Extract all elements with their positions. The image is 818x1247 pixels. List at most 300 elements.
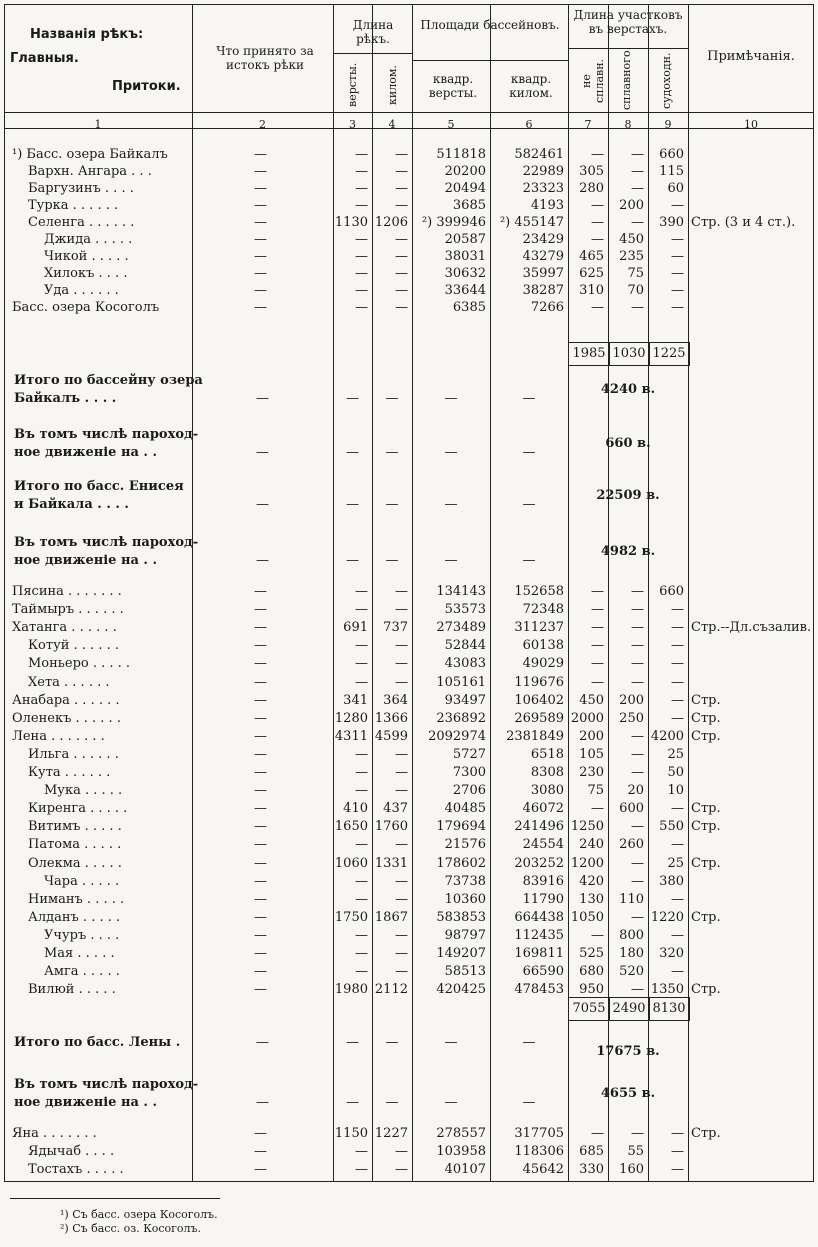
subtotal-c8: 2490 (608, 997, 650, 1021)
cell-a2: 35997 (522, 266, 564, 281)
cell-v: 341 (343, 692, 368, 708)
cell-a1: 273489 (436, 620, 486, 636)
cell-k: — (395, 584, 408, 599)
cell-c9: 25 (667, 855, 684, 871)
notes-label: Примѣчанія. (707, 49, 795, 64)
summary-dash: — (444, 445, 458, 460)
cell-c9: — (671, 801, 684, 817)
cell-c7: — (591, 620, 604, 636)
cell-c7: 680 (579, 964, 604, 980)
cell-v: — (355, 300, 368, 315)
river-name: Хета . . . . . . (28, 674, 110, 690)
cell-k: — (395, 746, 408, 762)
river-name: Хилокъ . . . . (44, 266, 128, 281)
cell-a2: 24554 (522, 837, 564, 853)
summary-dash: — (385, 445, 399, 460)
cell-k: 1227 (374, 1126, 408, 1141)
cell-c9: 1350 (650, 982, 684, 998)
cell-c7: — (591, 232, 604, 247)
river-name: Мука . . . . . (44, 783, 123, 799)
cell-c8: — (631, 602, 644, 618)
cell-c8: — (631, 147, 644, 162)
cell-a2: 119676 (514, 674, 564, 690)
subtotal-c7: 7055 (568, 997, 610, 1021)
cell-a2: 112435 (514, 927, 564, 943)
cell-k: — (395, 765, 408, 780)
cell-a2: 72348 (522, 602, 564, 618)
cell-v: — (355, 964, 368, 980)
river-name: Яна . . . . . . . (12, 1126, 97, 1141)
cell-note: Стр. (691, 710, 721, 726)
cell-k: — (395, 873, 408, 889)
cell-c9: 25 (667, 746, 684, 762)
cell-src: — (254, 249, 267, 264)
cell-src: — (254, 728, 267, 744)
cell-v: — (355, 674, 368, 690)
cell-a2: 49029 (522, 656, 564, 672)
cell-a2: 152658 (514, 584, 564, 599)
cell-c9: 1220 (650, 909, 684, 925)
summary-dash: — (444, 553, 458, 568)
footnote-2: ²) Съ басс. оз. Косоголъ. (60, 1222, 202, 1235)
cell-c9: — (671, 891, 684, 907)
cell-a1: 420425 (436, 982, 486, 998)
summary-label: Итого по бассейну озера (14, 373, 203, 388)
cell-c8: — (631, 909, 644, 925)
river-name: Селенга . . . . . . (28, 215, 135, 230)
table-row (0, 855, 818, 873)
versty-label: версты. (346, 62, 359, 108)
cell-c8: 600 (619, 801, 644, 817)
cell-c8: 250 (619, 710, 644, 726)
summary-dash: — (444, 497, 458, 512)
column-number: 1 (94, 118, 102, 131)
cell-c7: — (591, 198, 604, 213)
cell-v: 1750 (334, 909, 368, 925)
cell-a2: 8308 (530, 765, 564, 780)
cell-c7: — (591, 215, 604, 230)
cell-a1: 134143 (436, 584, 486, 599)
summary-dash: — (522, 445, 536, 460)
table-row (0, 163, 818, 181)
summary-dash: — (256, 1035, 269, 1050)
cell-c7: 625 (579, 266, 604, 281)
cell-c7: — (591, 584, 604, 599)
cell-src: — (254, 783, 267, 799)
summary-dash: — (385, 497, 399, 512)
cell-k: — (395, 1162, 408, 1177)
cell-c7: — (591, 602, 604, 618)
cell-k: — (395, 147, 408, 162)
column-number: 3 (349, 118, 356, 131)
summary-label: Въ томъ числѣ пароход- (14, 427, 199, 442)
cell-c9: — (671, 620, 684, 636)
cell-k: — (395, 249, 408, 264)
cell-note: Стр. (691, 1126, 721, 1141)
river-name: Чикой . . . . . (44, 249, 129, 264)
cell-k: — (395, 946, 408, 961)
footnotes (60, 1208, 218, 1236)
table-row (0, 214, 818, 232)
table-row (0, 782, 818, 800)
river-name: Чара . . . . . (44, 873, 120, 889)
cell-a1: 236892 (436, 710, 486, 726)
cell-c8: 70 (627, 283, 644, 298)
table-row (0, 746, 818, 764)
cell-v: — (355, 181, 368, 196)
cell-c9: 320 (659, 946, 684, 961)
summary-dash: — (385, 1035, 399, 1050)
cell-v: — (355, 1162, 368, 1177)
cell-a1: 93497 (444, 692, 486, 708)
summary-value: 660 в. (605, 436, 651, 451)
cell-a1: 98797 (444, 927, 486, 943)
table-row (0, 891, 818, 909)
cell-c8: 160 (619, 1162, 644, 1177)
cell-a1: 178602 (436, 855, 486, 871)
cell-c7: 240 (579, 837, 604, 853)
river-name: Кута . . . . . . (28, 765, 111, 780)
cell-k: — (395, 638, 408, 654)
cell-c8: 450 (619, 232, 644, 247)
cell-c8: — (631, 164, 644, 179)
cell-k: — (395, 266, 408, 281)
river-name: Баргузинъ . . . . (28, 181, 134, 196)
subtotal-c8: 1030 (608, 342, 650, 366)
table-row (0, 1125, 818, 1143)
river-name: Уда . . . . . . (44, 283, 119, 298)
table-row (0, 710, 818, 728)
cell-note: Стр. (691, 692, 721, 708)
cell-k: 2112 (374, 982, 408, 998)
cell-c8: — (631, 1126, 644, 1141)
cell-a1: 179694 (436, 819, 486, 835)
summary-label: Итого по басс. Лены . (14, 1035, 181, 1050)
cell-c8: — (631, 674, 644, 690)
cell-c7: — (591, 656, 604, 672)
cell-a1: 20587 (444, 232, 486, 247)
cell-a2: 582461 (514, 147, 564, 162)
cell-a2: 7266 (530, 300, 564, 315)
river-name: Таймыръ . . . . . . (12, 602, 124, 618)
summary-value: 4982 в. (600, 544, 656, 559)
cell-a2: 38287 (522, 283, 564, 298)
cell-src: — (254, 266, 267, 281)
cell-c9: — (671, 638, 684, 654)
cell-a1: 20200 (444, 164, 486, 179)
cell-c7: 230 (579, 765, 604, 780)
table-row (0, 619, 818, 637)
table-row (0, 945, 818, 963)
cell-v: 1060 (334, 855, 368, 871)
cell-c7: 330 (579, 1162, 604, 1177)
cell-k: 4599 (374, 728, 408, 744)
cell-a1: 5727 (452, 746, 486, 762)
cell-src: — (254, 746, 267, 762)
river-name: Анабара . . . . . . (12, 692, 120, 708)
cell-c7: 950 (579, 982, 604, 998)
table-row (0, 836, 818, 854)
cell-src: — (254, 837, 267, 853)
cell-src: — (254, 1126, 267, 1141)
area-kv-versty: квадр. версты. (428, 72, 478, 100)
cell-src: — (254, 855, 267, 871)
cell-a2: 317705 (514, 1126, 564, 1141)
cell-a1: 43083 (444, 656, 486, 672)
cell-v: — (355, 147, 368, 162)
river-name: Ядычаб . . . . (28, 1144, 115, 1159)
summary-dash: — (522, 391, 536, 406)
cell-v: — (355, 837, 368, 853)
cell-src: — (254, 602, 267, 618)
cell-v: — (355, 283, 368, 298)
cell-c8: — (631, 819, 644, 835)
cell-src: — (254, 181, 267, 196)
footnote-rule (10, 1198, 220, 1199)
cell-c7: 465 (579, 249, 604, 264)
cell-a2: 311237 (514, 620, 564, 636)
river-name: Мая . . . . . (44, 946, 115, 961)
cell-v: — (355, 602, 368, 618)
cell-v: 1280 (334, 710, 368, 726)
length-label: Длина рѣкъ. (352, 18, 394, 46)
kilom-label: килом. (386, 65, 399, 105)
cell-c9: — (671, 1126, 684, 1141)
river-name: Оленекъ . . . . . . (12, 710, 121, 726)
cell-a2: 22989 (522, 164, 564, 179)
section-label: Длина участковъ въ верстахъ. (573, 8, 683, 36)
cell-c9: 660 (659, 584, 684, 599)
cell-src: — (254, 946, 267, 961)
summary-dash: — (346, 391, 359, 406)
cell-c9: — (671, 710, 684, 726)
cell-k: — (395, 283, 408, 298)
table-row (0, 764, 818, 782)
sudokhod-label: судоходн. (660, 52, 673, 110)
cell-c9: — (671, 674, 684, 690)
cell-k: — (395, 674, 408, 690)
cell-c7: 105 (579, 746, 604, 762)
river-name: ¹) Басс. озера Байкалъ (12, 147, 168, 162)
cell-c7: 75 (587, 783, 604, 799)
cell-a2: 11790 (522, 891, 564, 907)
river-name: Басс. озера Косоголъ (12, 300, 160, 315)
source-label: Что принято за истокъ рѣки (216, 44, 314, 72)
cell-c8: 180 (619, 946, 644, 961)
cell-v: 1150 (334, 1126, 368, 1141)
table-row (0, 981, 818, 999)
table-row (0, 299, 818, 317)
cell-src: — (254, 909, 267, 925)
river-name: Моньеро . . . . . (28, 656, 131, 672)
cell-c8: 110 (619, 891, 644, 907)
cell-a2: 2381849 (506, 728, 564, 744)
table-row (0, 282, 818, 300)
cell-v: — (355, 266, 368, 281)
cell-src: — (254, 692, 267, 708)
cell-v: — (355, 198, 368, 213)
cell-a1: 58513 (444, 964, 486, 980)
cell-c7: — (591, 927, 604, 943)
cell-c9: — (671, 198, 684, 213)
cell-c7: — (591, 1126, 604, 1141)
table-row (0, 818, 818, 836)
cell-a1: 33644 (444, 283, 486, 298)
cell-c7: — (591, 674, 604, 690)
cell-v: — (355, 783, 368, 799)
cell-a2: 118306 (514, 1144, 564, 1159)
river-name: Пясина . . . . . . . (12, 584, 122, 599)
cell-c8: — (631, 656, 644, 672)
river-name: Лена . . . . . . . (12, 728, 105, 744)
summary-dash: — (385, 553, 399, 568)
cell-a2: 66590 (522, 964, 564, 980)
summary-dash: — (256, 391, 269, 406)
cell-c9: 380 (659, 873, 684, 889)
cell-src: — (254, 300, 267, 315)
cell-src: — (254, 164, 267, 179)
cell-src: — (254, 198, 267, 213)
cell-c9: — (671, 602, 684, 618)
river-name: Джида . . . . . (44, 232, 133, 247)
cell-a2: 23323 (522, 181, 564, 196)
subtotal-c9: 1225 (648, 342, 690, 366)
cell-a1: 73738 (444, 873, 486, 889)
cell-v: — (355, 891, 368, 907)
summary-label: Въ томъ числѣ пароход- (14, 535, 199, 550)
cell-a1: 2092974 (428, 728, 486, 744)
cell-src: — (254, 801, 267, 817)
table-row (0, 248, 818, 266)
cell-c9: — (671, 656, 684, 672)
cell-src: — (254, 1162, 267, 1177)
cell-c7: 310 (579, 283, 604, 298)
cell-a1: 2706 (452, 783, 486, 799)
cell-k: 364 (383, 692, 408, 708)
cell-k: — (395, 164, 408, 179)
cell-c7: 130 (579, 891, 604, 907)
summary-value: 17675 в. (596, 1044, 660, 1059)
cell-v: — (355, 765, 368, 780)
cell-c8: — (631, 620, 644, 636)
summary-dash: — (385, 391, 399, 406)
cell-a1: 38031 (444, 249, 486, 264)
column-number: 6 (525, 118, 533, 131)
cell-c7: 1050 (570, 909, 604, 925)
cell-a1: 40485 (444, 801, 486, 817)
cell-note: Стр. (691, 855, 721, 871)
cell-src: — (254, 964, 267, 980)
cell-a1: 105161 (436, 674, 486, 690)
cell-c9: 10 (667, 783, 684, 799)
cell-k: — (395, 300, 408, 315)
table-row (0, 146, 818, 164)
cell-k: — (395, 964, 408, 980)
table-row (0, 265, 818, 283)
cell-src: — (254, 656, 267, 672)
cell-c9: 115 (659, 164, 684, 179)
cell-c8: 260 (619, 837, 644, 853)
cell-c8: 20 (627, 783, 644, 799)
cell-a2: 664438 (514, 909, 564, 925)
main-label: Главныя. (10, 51, 79, 66)
cell-k: 1331 (374, 855, 408, 871)
cell-k: — (395, 232, 408, 247)
cell-v: — (355, 164, 368, 179)
river-name: Котуй . . . . . . (28, 638, 119, 654)
cell-a1: 10360 (444, 891, 486, 907)
cell-src: — (254, 982, 267, 998)
summary-dash: — (346, 497, 359, 512)
column-number: 2 (259, 118, 266, 131)
column-number: 7 (584, 118, 592, 131)
summary-dash: — (444, 1095, 458, 1110)
cell-c7: 450 (579, 692, 604, 708)
summary-dash: — (346, 445, 359, 460)
cell-c7: 305 (579, 164, 604, 179)
cell-k: — (395, 891, 408, 907)
cell-a2: 46072 (522, 801, 564, 817)
cell-c8: 520 (619, 964, 644, 980)
table-row (0, 655, 818, 673)
cell-a1: 3685 (452, 198, 486, 213)
river-name: Ниманъ . . . . . (28, 891, 125, 907)
summary-dash: — (256, 497, 269, 512)
cell-k: — (395, 198, 408, 213)
cell-v: — (355, 927, 368, 943)
cell-c8: — (631, 215, 644, 230)
ne-splavn-label: не сплавн. (580, 58, 606, 104)
river-name: Витимъ . . . . . (28, 819, 122, 835)
cell-c8: 200 (619, 692, 644, 708)
table-row (0, 963, 818, 981)
cell-a2: 4193 (530, 198, 564, 213)
cell-v: — (355, 1144, 368, 1159)
cell-a2: 106402 (514, 692, 564, 708)
cell-k: — (395, 1144, 408, 1159)
cell-c8: — (631, 982, 644, 998)
summary-dash: — (256, 445, 269, 460)
cell-c7: 200 (579, 728, 604, 744)
cell-src: — (254, 891, 267, 907)
table-row (0, 197, 818, 215)
river-name: Учуръ . . . . (44, 927, 120, 943)
table-row (0, 692, 818, 710)
summary-value: 4655 в. (600, 1086, 656, 1101)
summary-label: и Байкала . . . . (14, 497, 129, 512)
cell-a1: 583853 (436, 909, 486, 925)
river-name: Тостахъ . . . . . (28, 1162, 124, 1177)
subtotal-c9: 8130 (648, 997, 690, 1021)
cell-k: — (395, 181, 408, 196)
summary-label: Итого по басс. Енисея (14, 479, 184, 494)
cell-src: — (254, 873, 267, 889)
cell-v: — (355, 249, 368, 264)
cell-a2: 6518 (530, 746, 564, 762)
summary-dash: — (346, 553, 359, 568)
cell-k: — (395, 837, 408, 853)
cell-c7: 685 (579, 1144, 604, 1159)
cell-c7: 525 (579, 946, 604, 961)
river-name: Киренга . . . . . (28, 801, 128, 817)
summary-value: 22509 в. (596, 488, 660, 503)
tributary-label: Притоки. (112, 79, 181, 94)
cell-a2: ²) 455147 (499, 215, 564, 230)
cell-src: — (254, 584, 267, 599)
cell-c8: — (631, 728, 644, 744)
summary-dash: — (444, 391, 458, 406)
table-row (0, 601, 818, 619)
